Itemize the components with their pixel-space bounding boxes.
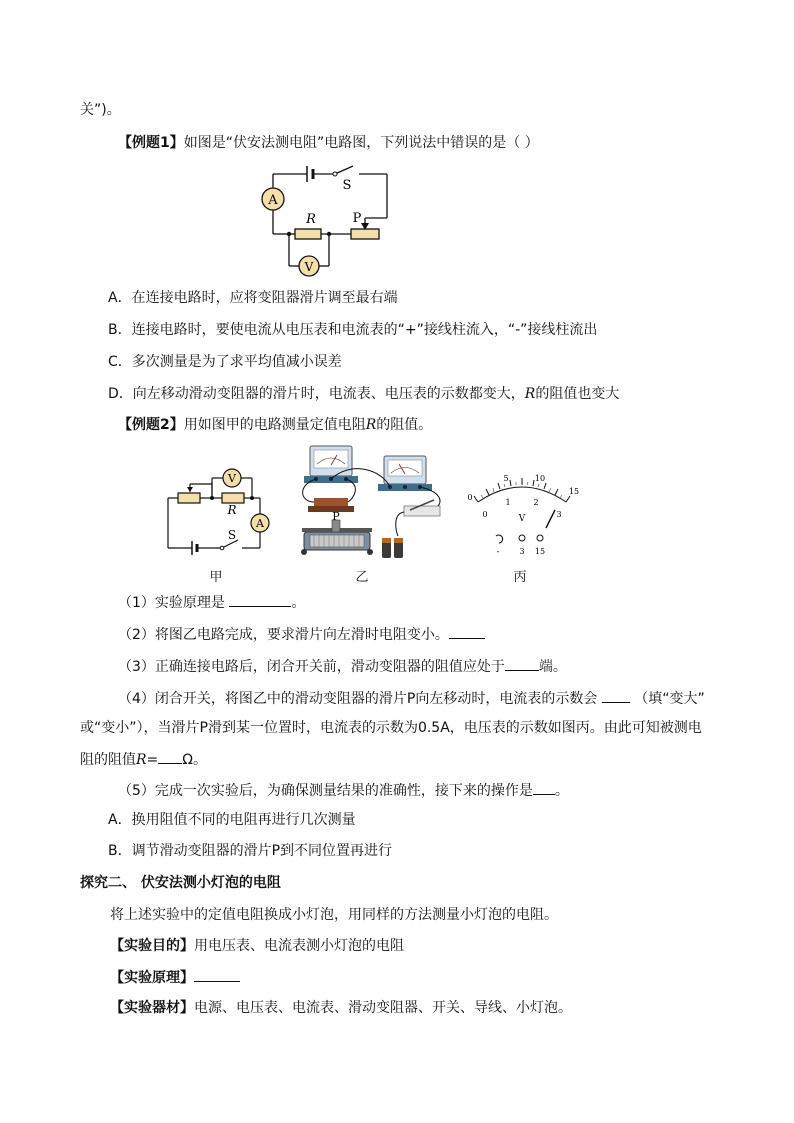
dial-bottom-1: 1 [505,498,511,507]
example2-option-a: A．换用阻值不同的电阻再进行几次测量 [108,812,356,828]
figure-jia-circuit [160,462,275,562]
caption-bing: 丙 [513,570,527,585]
voltmeter-label: V [304,260,314,274]
jia-voltmeter-label: V [228,472,236,485]
question-1: （1）实验原理是 。 [118,592,305,613]
dial-bottom-2: 2 [533,498,539,507]
dial-unit: V [518,514,526,524]
caption-yi: 乙 [355,570,369,585]
question-4-line3: 阻的阻值R= Ω。 [80,749,207,770]
resistor-label: R [306,212,316,227]
example1-circuit-diagram [255,160,405,280]
example1-option-a: A．在连接电路时，应将变阻器滑片调至最右端 [108,290,398,306]
example1-option-b: B．连接电路时，要使电流从电压表和电流表的“+”接线柱流入，“-”接线柱流出 [108,322,598,338]
dial-top-15: 15 [568,487,580,496]
dial-top-0: 0 [467,493,473,502]
continued-text: 关”)。 [80,102,121,118]
switch-label: S [342,178,352,193]
section2-heading: 探究二、 伏安法测小灯泡的电阻 [80,875,281,891]
example2-stem: 【例题2】用如图甲的电路测量定值电阻R的阻值。 [118,417,433,433]
dial-top-5: 5 [503,474,509,483]
dial-bottom-3: 3 [556,510,562,519]
question-5: （5）完成一次实验后，为确保测量结果的准确性，接下来的操作是 。 [118,780,569,801]
question-3: （3）正确连接电路后，闭合开关前，滑动变阻器的阻值应处于 端。 [118,656,567,677]
example1-stem [118,133,539,153]
example1-question: 如图是“伏安法测电阻”电路图，下列说法中错误的是（ ） [183,135,539,151]
question-2: （2）将图乙电路完成，要求滑片向左滑时电阻变小。 [118,624,485,645]
terminal-15: 15 [534,547,546,556]
answer-blank-2[interactable] [449,624,485,639]
experiment-principle: 【实验原理】 [110,967,240,988]
jia-ammeter-label: A [256,517,264,530]
figure-bing-voltmeter-dial [460,470,585,560]
terminal-minus: - [496,547,500,556]
terminal-3: 3 [519,547,525,556]
answer-blank-4b[interactable] [158,749,182,764]
dial-needle [546,510,555,528]
example2-option-b: B．调节滑动变阻器的滑片P到不同位置再进行 [108,843,393,859]
example1-tag: 【例题1】 [118,135,184,151]
question-4-line1: （4）闭合开关，将图乙中的滑动变阻器的滑片P向左移动时，电流表的示数会 （填“变大” [118,688,705,709]
experiment-materials: 【实验器材】电源、电压表、电流表、滑动变阻器、开关、导线、小灯泡。 [110,1000,572,1016]
jia-switch-label: S [227,528,237,542]
example2-tag: 【例题2】 [118,417,184,433]
jia-resistor-label: R [227,503,237,517]
figure-yi-apparatus [292,440,452,565]
answer-blank-principle[interactable] [194,967,240,982]
dial-bottom-0: 0 [482,510,488,519]
answer-blank-3[interactable] [505,656,539,671]
answer-blank-4a[interactable] [602,688,630,703]
experiment-goal: 【实验目的】用电压表、电流表测小灯泡的电阻 [110,938,404,954]
answer-blank-1[interactable] [229,592,291,607]
caption-jia: 甲 [209,570,223,585]
question-4-line2: 或“变小”），当滑片P滑到某一位置时，电流表的示数为0.5A，电压表的示数如图丙。由此可知被测电 [80,720,702,736]
answer-blank-5[interactable] [533,780,555,795]
example1-option-c: C．多次测量是为了求平均值减小误差 [108,354,342,370]
ammeter-label: A [268,193,278,208]
example1-option-d: D．向左移动滑动变阻器的滑片时，电流表、电压表的示数都变大，R的阻值也变大 [108,386,620,402]
dial-top-10: 10 [534,474,546,483]
slider-label: P [352,211,362,226]
yi-slider-label: P [332,510,340,523]
section2-intro: 将上述实验中的定值电阻换成小灯泡，用同样的方法测量小灯泡的电阻。 [110,907,558,923]
